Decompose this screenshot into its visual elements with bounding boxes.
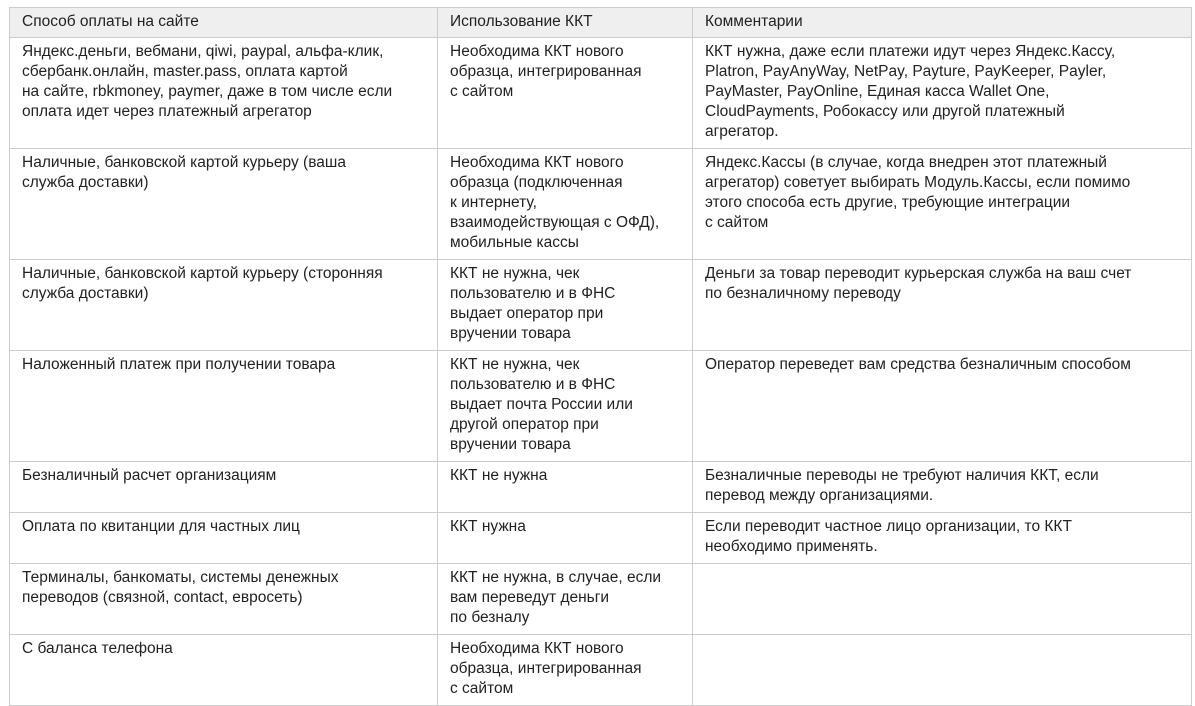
table-row [10, 513, 1192, 564]
cell-payment-method: С баланса телефона [10, 635, 438, 706]
cell-payment-method: Оплата по квитанции для частных лиц [10, 513, 438, 564]
cell-comment: Оператор переведет вам средства безналичным способом [693, 351, 1192, 462]
cell-kkt-usage: ККТ нужна [438, 513, 693, 564]
payment-methods-table-wrapper [9, 7, 1191, 706]
cell-comment: Безналичные переводы не требуют наличия ККТ, если перевод между организациями. [693, 462, 1192, 513]
table-row [10, 635, 1192, 706]
cell-comment: Деньги за товар переводит курьерская служба на ваш счет по безналичному переводу [693, 260, 1192, 351]
table-row [10, 38, 1192, 149]
cell-kkt-usage: Необходима ККТ нового образца, интегрированная с сайтом [438, 38, 693, 149]
table-row [10, 260, 1192, 351]
cell-payment-method: Наличные, банковской картой курьеру (ваша служба доставки) [10, 149, 438, 260]
header-payment-method: Способ оплаты на сайте [10, 8, 438, 38]
cell-payment-method: Наложенный платеж при получении товара [10, 351, 438, 462]
table-row [10, 351, 1192, 462]
payment-methods-table [9, 7, 1192, 706]
cell-kkt-usage: Необходима ККТ нового образца, интегрированная с сайтом [438, 635, 693, 706]
table-row [10, 462, 1192, 513]
header-comments: Комментарии [693, 8, 1192, 38]
cell-payment-method: Яндекс.деньги, вебмани, qiwi, paypal, альфа-клик, сбербанк.онлайн, master.pass, оплата картой на сайте, rbkmoney, paymer, даже в том числе если оплата идет через платежный агрегатор [10, 38, 438, 149]
cell-payment-method: Наличные, банковской картой курьеру (сторонняя служба доставки) [10, 260, 438, 351]
header-kkt-usage: Использование ККТ [438, 8, 693, 38]
cell-kkt-usage: Необходима ККТ нового образца (подключенная к интернету, взаимодействующая с ОФД), мобильные кассы [438, 149, 693, 260]
cell-comment: Яндекс.Кассы (в случае, когда внедрен этот платежный агрегатор) советует выбирать Модуль.Кассы, если помимо этого способа есть другие, требующие интеграции с сайтом [693, 149, 1192, 260]
cell-kkt-usage: ККТ не нужна, в случае, если вам переведут деньги по безналу [438, 564, 693, 635]
cell-comment [693, 635, 1192, 706]
cell-comment: ККТ нужна, даже если платежи идут через Яндекс.Кассу, Platron, PayAnyWay, NetPay, Payture, PayKeeper, Payler, PayMaster, PayOnline, Единая касса Wallet One, CloudPayments, Робокассу или другой платежный агрегатор. [693, 38, 1192, 149]
cell-kkt-usage: ККТ не нужна, чек пользователю и в ФНС выдает оператор при вручении товара [438, 260, 693, 351]
cell-kkt-usage: ККТ не нужна [438, 462, 693, 513]
cell-payment-method: Терминалы, банкоматы, системы денежных переводов (связной, contact, евросеть) [10, 564, 438, 635]
cell-comment [693, 564, 1192, 635]
cell-comment: Если переводит частное лицо организации, то ККТ необходимо применять. [693, 513, 1192, 564]
table-row [10, 149, 1192, 260]
cell-kkt-usage: ККТ не нужна, чек пользователю и в ФНС выдает почта России или другой оператор при вручении товара [438, 351, 693, 462]
table-row [10, 564, 1192, 635]
table-header-row [10, 8, 1192, 38]
cell-payment-method: Безналичный расчет организациям [10, 462, 438, 513]
